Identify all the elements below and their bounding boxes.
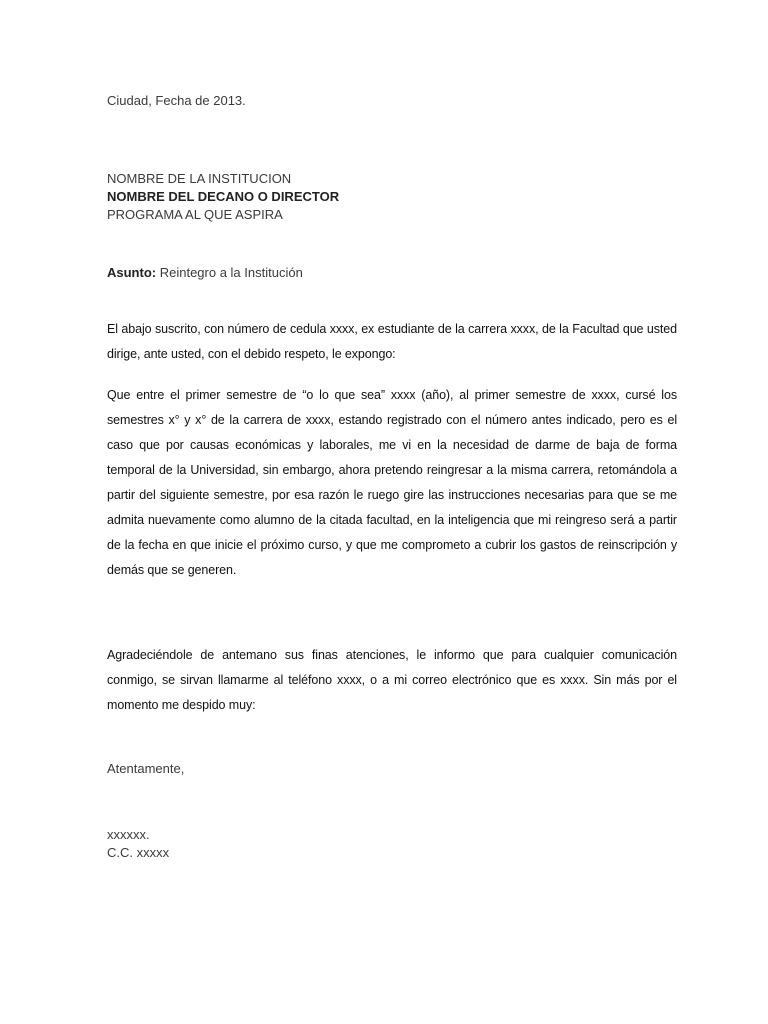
program-name: PROGRAMA AL QUE ASPIRA <box>107 207 283 222</box>
date-line: Ciudad, Fecha de 2013. <box>107 93 246 108</box>
body-paragraph-3: Agradeciéndole de antemano sus finas atenciones, le informo que para cualquier comunicación conmigo, se sirvan llamarme al teléfono xxxx, o a mi correo electrónico que es xxxx. Sin más por el momento me despido muy: <box>107 648 677 712</box>
signer-id: C.C. xxxxx <box>107 845 170 860</box>
signer-name: xxxxxx. <box>107 827 150 842</box>
subject-text: Reintegro a la Institución <box>156 265 303 280</box>
signature-block <box>107 826 677 862</box>
subject-line <box>107 264 677 282</box>
subject-label: Asunto: <box>107 265 157 280</box>
dean-director-name: NOMBRE DEL DECANO O DIRECTOR <box>107 189 340 204</box>
body-paragraph-1: El abajo suscrito, con número de cedula xxxx, ex estudiante de la carrera xxxx, de la Facultad que usted dirige, ante usted, con el debido respeto, le expongo: <box>107 322 677 361</box>
institution-name: NOMBRE DE LA INSTITUCION <box>107 171 292 186</box>
closing-line: Atentamente, <box>107 761 185 776</box>
body-paragraph-2: Que entre el primer semestre de “o lo que sea” xxxx (año), al primer semestre de xxxx, cursé los semestres x° y x° de la carrera de xxxx, estando registrado con el número antes indicado, pero es el caso que por causas económicas y laborales, me vi en la necesidad de darme de baja de forma temporal de la Universidad, sin embargo, ahora pretendo reingresar a la misma carrera, retomándola a partir del siguiente semestre, por esa razón le ruego gire las instrucciones necesarias para que se me admita nuevamente como alumno de la citada facultad, en la inteligencia que mi reingreso será a partir de la fecha en que inicie el próximo curso, y que me comprometo a cubrir los gastos de reinscripción y demás que se generen. <box>107 388 677 577</box>
recipient-block <box>107 170 677 224</box>
